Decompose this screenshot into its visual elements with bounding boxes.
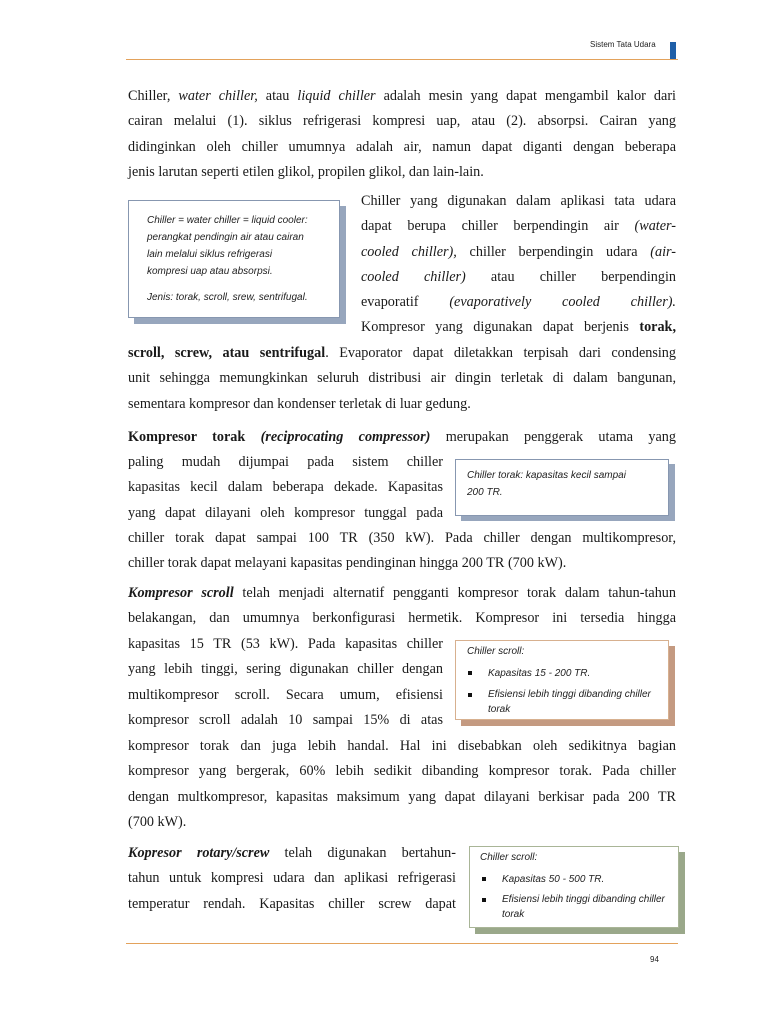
text-line bbox=[128, 526, 676, 551]
text-run: (evaporatively cooled chiller). bbox=[449, 294, 676, 311]
text-line bbox=[361, 265, 676, 290]
text-line bbox=[128, 135, 676, 160]
paragraph-kompresor-torak-cont bbox=[128, 526, 676, 577]
text-run: kompresor torak dan juga lebih handal. Hal ini disebabkan oleh sedikitnya bagian bbox=[128, 738, 676, 754]
text-line bbox=[128, 866, 456, 891]
text-run: scroll, screw, atau sentrifugal bbox=[128, 345, 326, 361]
text-run: belakangan, dan umumnya berkonfigurasi hermetik. Kompresor ini tersedia hingga bbox=[128, 610, 676, 627]
scroll-box-title: Chiller scroll: bbox=[467, 646, 525, 657]
text-run: liquid chiller bbox=[297, 88, 376, 104]
text-line bbox=[361, 189, 676, 214]
paragraph-kompresor-torak-left bbox=[128, 450, 443, 526]
text-run: . Evaporator dapat diletakkan terpisah dari condensing bbox=[325, 345, 676, 361]
text-run: tahun untuk kompresi udara dan aplikasi refrigerasi bbox=[128, 870, 456, 887]
scroll-box-list bbox=[456, 665, 662, 717]
text-line bbox=[128, 341, 676, 366]
definition-line: kompresi uap atau absorpsi. bbox=[147, 266, 273, 277]
text-line bbox=[128, 366, 676, 391]
scroll-box bbox=[455, 640, 669, 720]
text-run: yang dapat dilayani oleh kompresor tunggal pada bbox=[128, 504, 443, 521]
text-run: chiller torak dapat sampai 100 TR (350 kW). Pada chiller dengan multikompresor, bbox=[128, 530, 676, 546]
torak-box-line: Chiller torak: kapasitas kecil sampai bbox=[467, 470, 626, 481]
text-line bbox=[128, 606, 676, 631]
text-line bbox=[128, 683, 443, 708]
text-line bbox=[128, 109, 676, 134]
screw-box-list bbox=[470, 871, 672, 922]
text-line bbox=[361, 240, 676, 265]
text-line bbox=[128, 160, 676, 185]
text-line bbox=[128, 392, 676, 417]
text-run: didinginkan oleh chiller umumnya adalah air, namun dapat diganti dengan beberapa bbox=[128, 138, 676, 155]
text-run: torak, bbox=[639, 319, 676, 336]
text-run: kompresor scroll adalah 10 sampai 15% di atas bbox=[128, 711, 443, 728]
text-run: unit sehingga memungkinkan seluruh distribusi air dingin terletak di dalam bangunan, bbox=[128, 370, 676, 387]
text-run: cairan melalui (1). siklus refrigerasi kompresi uap, atau (2). absorpsi. Cairan yang bbox=[128, 113, 676, 130]
definition-box bbox=[128, 200, 340, 318]
text-line bbox=[128, 708, 443, 733]
text-line bbox=[128, 450, 443, 475]
text-line bbox=[128, 501, 443, 526]
text-run: merupakan penggerak utama yang bbox=[430, 429, 676, 445]
text-run: telah menjadi alternatif pengganti kompresor torak dalam tahun-tahun bbox=[233, 585, 676, 601]
text-line bbox=[128, 810, 676, 835]
text-run: jenis larutan seperti etilen glikol, propilen glikol, dan lain-lain. bbox=[128, 163, 484, 180]
text-run: (air- bbox=[650, 243, 677, 260]
definition-types: Jenis: torak, scroll, srew, sentrifugal. bbox=[147, 292, 308, 303]
text-line bbox=[128, 734, 676, 759]
text-run: paling mudah dijumpai pada sistem chiller bbox=[128, 454, 443, 470]
text-run: sementara kompresor dan kondenser terletak di luar gedung. bbox=[128, 395, 471, 412]
text-run: yang lebih tinggi, sering digunakan chiller dengan bbox=[128, 661, 443, 678]
text-line bbox=[128, 892, 456, 917]
text-line bbox=[128, 657, 443, 682]
text-run: kapasitas 15 TR (53 kW). Pada kapasitas chiller bbox=[128, 636, 443, 652]
screw-box-item: Kapasitas 50 - 500 TR. bbox=[470, 871, 672, 888]
text-line bbox=[128, 841, 456, 866]
text-line bbox=[128, 84, 676, 109]
text-run: multikompresor scroll. Secara umum, efisiensi bbox=[128, 686, 443, 703]
text-run: chiller berpendingin udara bbox=[456, 243, 651, 260]
paragraph-kompresor-scroll-left bbox=[128, 632, 443, 733]
text-run: (reciprocating compressor) bbox=[260, 429, 431, 445]
header-accent-bar bbox=[670, 42, 676, 60]
torak-box bbox=[455, 459, 669, 516]
text-line bbox=[361, 290, 676, 315]
text-run: cooled chiller) bbox=[361, 268, 466, 285]
screw-box-title: Chiller scroll: bbox=[480, 852, 538, 863]
text-line bbox=[128, 551, 676, 576]
definition-line: lain melalui siklus refrigerasi bbox=[147, 249, 273, 260]
paragraph-chiller-types bbox=[361, 189, 676, 341]
paragraph-chiller-intro bbox=[128, 84, 676, 185]
torak-box-line: 200 TR. bbox=[467, 487, 503, 498]
text-run: atau chiller berpendingin bbox=[465, 268, 676, 285]
text-run: kapasitas kecil dalam beberapa dekade. Kapasitas bbox=[128, 479, 443, 496]
paragraph-kompresor-torak-head bbox=[128, 425, 676, 450]
text-line bbox=[128, 785, 676, 810]
screw-box-item: Efisiensi lebih tinggi dibanding chiller torak bbox=[470, 892, 672, 922]
text-run: Chiller yang digunakan dalam aplikasi tata udara bbox=[361, 193, 676, 209]
paragraph-chiller-types-cont bbox=[128, 341, 676, 417]
text-run: adalah mesin yang dapat mengambil kalor dari bbox=[375, 88, 676, 104]
text-run: atau bbox=[257, 88, 298, 104]
text-run: telah digunakan bertahun- bbox=[269, 845, 456, 861]
definition-line: perangkat pendingin air atau cairan bbox=[147, 232, 304, 243]
text-line bbox=[361, 214, 676, 239]
scroll-box-item: Kapasitas 15 - 200 TR. bbox=[456, 665, 662, 682]
text-run: Kompresor yang digunakan dapat berjenis bbox=[361, 319, 640, 336]
running-header: Sistem Tata Udara bbox=[590, 40, 656, 49]
paragraph-kompresor-scroll-head bbox=[128, 581, 676, 632]
text-line bbox=[128, 581, 676, 606]
paragraph-kompresor-scroll-cont bbox=[128, 734, 676, 835]
text-run: Kopresor rotary/screw bbox=[128, 845, 270, 861]
text-run: temperatur rendah. Kapasitas chiller screw dapat bbox=[128, 895, 456, 912]
text-run: cooled chiller), bbox=[361, 243, 457, 260]
text-run: kompresor yang bergerak, 60% lebih sedikit dibanding kompresor torak. Pada chiller bbox=[128, 763, 676, 780]
text-run: water chiller, bbox=[178, 88, 258, 104]
text-run: Kompresor scroll bbox=[128, 585, 234, 601]
text-run: Kompresor torak bbox=[128, 429, 261, 445]
paragraph-kompresor-screw bbox=[128, 841, 456, 917]
screw-box bbox=[469, 846, 679, 928]
header-divider bbox=[126, 59, 678, 60]
page-number: 94 bbox=[650, 955, 659, 964]
text-run: dengan multkompresor, kapasitas maksimum yang dapat dilayani berkisar pada 200 TR bbox=[128, 788, 676, 805]
text-line bbox=[128, 475, 443, 500]
text-line bbox=[128, 759, 676, 784]
text-line bbox=[361, 315, 676, 340]
scroll-box-item: Efisiensi lebih tinggi dibanding chiller torak bbox=[456, 687, 662, 717]
text-run: (700 kW). bbox=[128, 813, 187, 830]
text-run: dapat berupa chiller berpendingin air bbox=[361, 218, 635, 235]
definition-line: Chiller = water chiller = liquid cooler: bbox=[147, 215, 308, 226]
text-run: evaporatif bbox=[361, 294, 450, 311]
text-run: (water- bbox=[634, 218, 676, 235]
text-line bbox=[128, 632, 443, 657]
footer-divider bbox=[126, 943, 678, 944]
text-line bbox=[128, 425, 676, 450]
text-run: chiller torak dapat melayani kapasitas pendinginan hingga 200 TR (700 kW). bbox=[128, 555, 567, 572]
text-run: Chiller, bbox=[128, 88, 179, 104]
